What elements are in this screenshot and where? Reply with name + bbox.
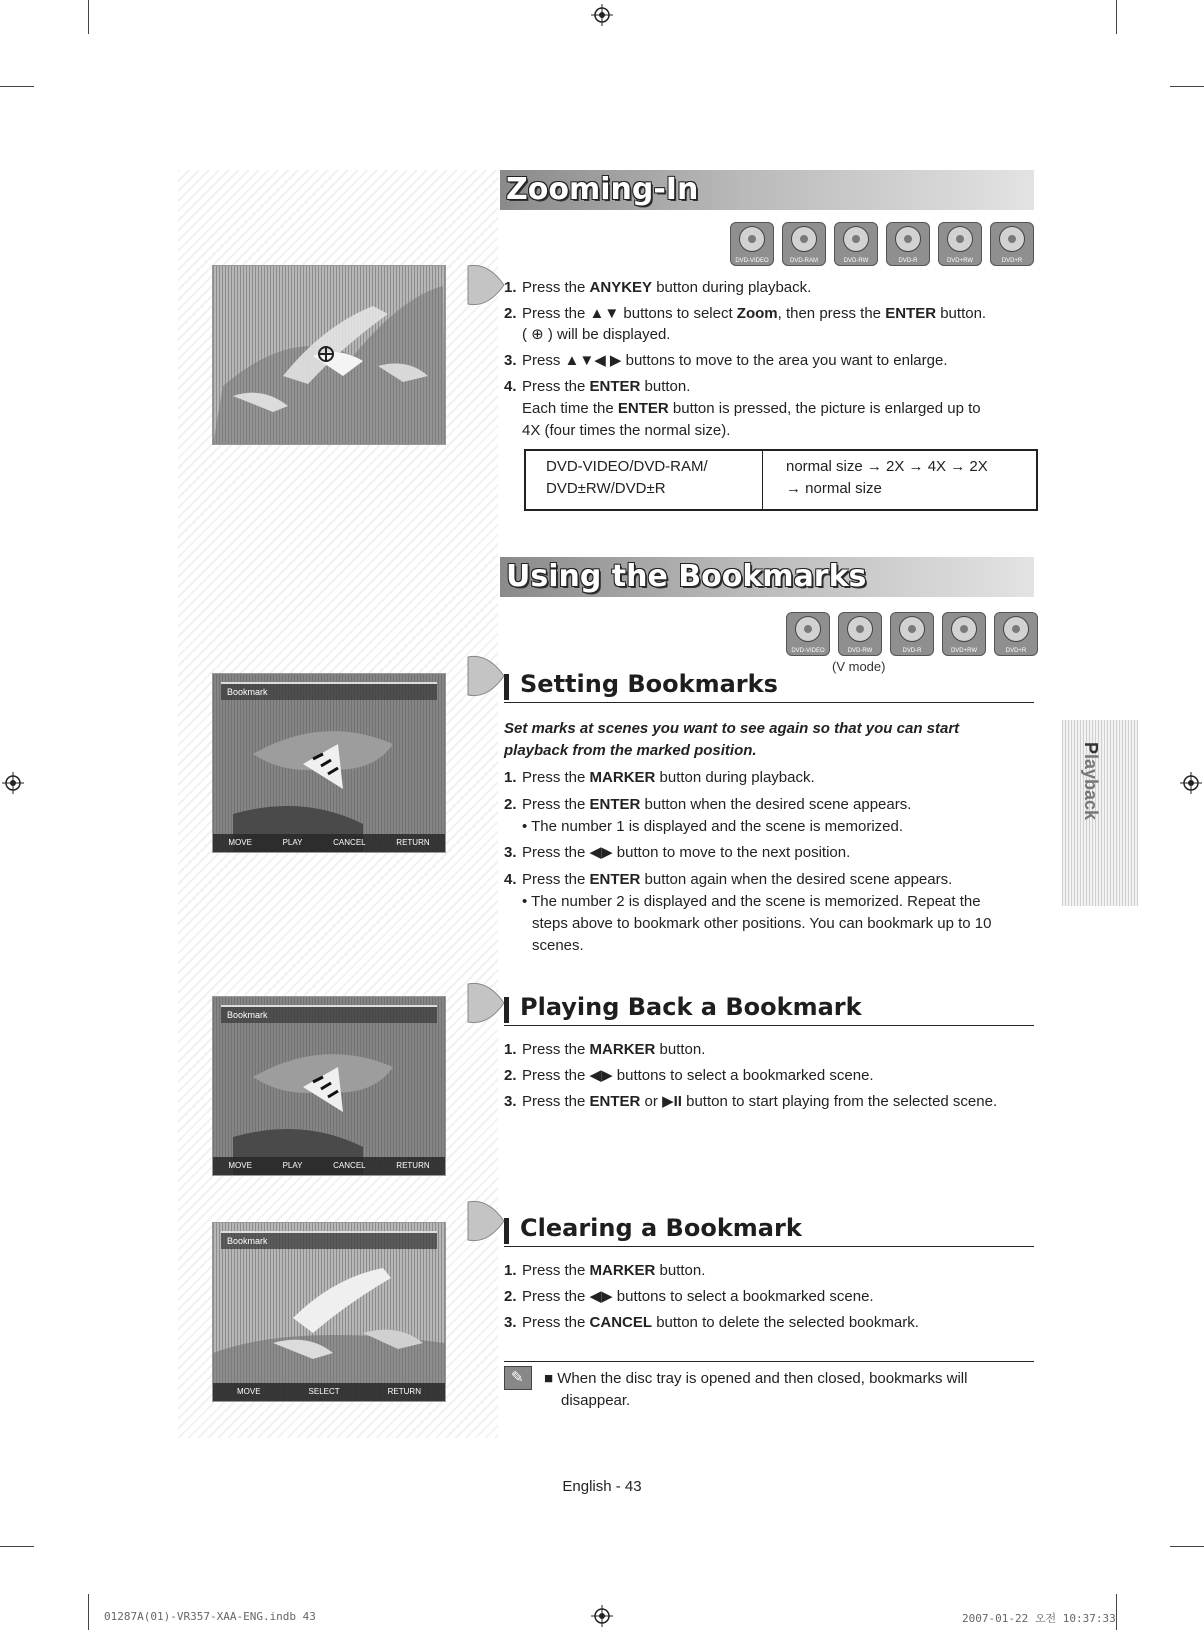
- osd-key-label: CANCEL: [333, 1161, 366, 1170]
- note-icon: [504, 1366, 532, 1390]
- note-divider: [504, 1361, 1034, 1362]
- chapter-tab-playback: [1062, 720, 1138, 906]
- osd-key-guide: [213, 1157, 445, 1175]
- chapter-tab-label: Playback: [1081, 742, 1101, 821]
- disc-dvd-rw-icon: DVD-RW: [838, 612, 882, 656]
- clearing-step-1: 1. Press the MARKER button.: [504, 1262, 706, 1279]
- setting-step-2-bullet: • The number 1 is displayed and the scene is memorized.: [522, 818, 904, 835]
- clearing-step-3: 3. Press the CANCEL button to delete the selected bookmark.: [504, 1314, 919, 1331]
- osd-title: Bookmark: [227, 1236, 268, 1246]
- crop-mark: [1170, 1546, 1204, 1547]
- page-number: English - 43: [562, 1478, 642, 1495]
- bullet-line: steps above to bookmark other positions. You can bookmark up to 10: [532, 915, 992, 932]
- crop-mark: [88, 1594, 89, 1630]
- osd-key-label: RETURN: [396, 838, 430, 847]
- osd-key-label: MOVE: [236, 1387, 261, 1396]
- crop-mark: [1116, 0, 1117, 34]
- bookmark-osd-bar: [221, 682, 437, 700]
- table-cell-text: → normal size: [786, 480, 882, 497]
- crop-mark: [1170, 86, 1204, 87]
- clearing-step-2: 2. Press the ◀▶ buttons to select a bookmarked scene.: [504, 1288, 874, 1305]
- heading-bar: [504, 1218, 509, 1244]
- disc-dvd-plus-r-icon: DVD+R: [990, 222, 1034, 266]
- disc-dvd-r-icon: DVD-R: [886, 222, 930, 266]
- bookmark-osd-bar: [221, 1005, 437, 1023]
- intro-line: playback from the marked position.: [504, 742, 757, 759]
- subheading-playing-back: [504, 991, 1034, 1026]
- crop-mark: [0, 1546, 34, 1547]
- section-banner-bookmarks: [500, 557, 1034, 597]
- osd-key-label: SELECT: [308, 1387, 340, 1396]
- disc-dvd-video-icon: DVD-VIDEO: [786, 612, 830, 656]
- arrow-tab-icon: [466, 980, 506, 1026]
- table-cell-text: normal size → 2X → 4X → 2X: [786, 458, 988, 475]
- disc-dvd-r-icon: DVD-R: [890, 612, 934, 656]
- registration-mark-icon: [1180, 772, 1202, 794]
- osd-key-label: PLAY: [282, 838, 303, 847]
- osd-key-label: RETURN: [396, 1161, 430, 1170]
- bullet-line: • The number 2 is displayed and the scene is memorized. Repeat the: [522, 893, 981, 910]
- zoom-table-disc-cell: [526, 451, 763, 509]
- osd-key-guide: [213, 834, 445, 852]
- section-title: Zooming-In: [506, 172, 699, 207]
- osd-key-label: MOVE: [228, 838, 252, 847]
- playing-step-3: 3. Press the ENTER or ▶II button to start playing from the selected scene.: [504, 1093, 998, 1110]
- zoom-step-1: 1. Press the ANYKEY button during playback.: [504, 279, 812, 296]
- setting-step-4-bullet: [522, 891, 991, 957]
- zoom-table-sequence-cell: [766, 451, 1036, 509]
- osd-key-label: CANCEL: [333, 838, 366, 847]
- crop-mark: [88, 0, 89, 34]
- note-line: disappear.: [561, 1392, 631, 1409]
- print-slug-left: 01287A(01)-VR357-XAA-ENG.indb 43: [104, 1610, 316, 1623]
- subheading-title: Playing Back a Bookmark: [520, 993, 862, 1021]
- bookmark-clear-screen-image: [212, 1222, 446, 1402]
- zoom-step-4-detail-line2: 4X (four times the normal size).: [522, 422, 731, 439]
- disc-dvd-plus-rw-icon: DVD+RW: [942, 612, 986, 656]
- zoom-screen-image: [212, 265, 446, 445]
- disc-dvd-ram-icon: DVD-RAM: [782, 222, 826, 266]
- bullet-line: scenes.: [532, 937, 584, 954]
- disc-dvd-video-icon: DVD-VIDEO: [730, 222, 774, 266]
- arrow-tab-icon: [466, 1198, 506, 1244]
- section-title: Using the Bookmarks: [506, 559, 867, 594]
- osd-title: Bookmark: [227, 1010, 268, 1020]
- bookmark-playback-screen-image: [212, 996, 446, 1176]
- table-cell-text: DVD±RW/DVD±R: [546, 480, 666, 497]
- note-line: ■ When the disc tray is opened and then closed, bookmarks will: [544, 1370, 968, 1387]
- section-banner-zooming: [500, 170, 1034, 210]
- zoom-step-4-detail: Each time the ENTER button is pressed, the picture is enlarged up to: [522, 400, 981, 417]
- crop-mark: [0, 86, 34, 87]
- subheading-title: Setting Bookmarks: [520, 670, 778, 698]
- setting-step-4: 4. Press the ENTER button again when the desired scene appears.: [504, 871, 953, 888]
- disc-dvd-plus-r-icon: DVD+R: [994, 612, 1038, 656]
- setting-step-1: 1. Press the MARKER button during playback.: [504, 769, 815, 786]
- playing-step-2: 2. Press the ◀▶ buttons to select a bookmarked scene.: [504, 1067, 874, 1084]
- heading-bar: [504, 674, 509, 700]
- zoom-step-4: 4. Press the ENTER button.: [504, 378, 691, 395]
- registration-mark-icon: [591, 4, 613, 26]
- vmode-caption: (V mode): [832, 659, 886, 674]
- setting-step-3: 3. Press the ◀▶ button to move to the next position.: [504, 844, 851, 861]
- registration-mark-icon: [2, 772, 24, 794]
- disc-dvd-rw-icon: DVD-RW: [834, 222, 878, 266]
- registration-mark-icon: [591, 1605, 613, 1627]
- subheading-clearing: [504, 1212, 1034, 1247]
- zoom-step-3: 3. Press ▲▼◀ ▶ buttons to move to the area you want to enlarge.: [504, 352, 948, 369]
- subheading-title: Clearing a Bookmark: [520, 1214, 802, 1242]
- osd-key-guide: [213, 1383, 445, 1401]
- osd-key-label: PLAY: [282, 1161, 303, 1170]
- zoom-step-2-detail: ( ⊕ ) will be displayed.: [522, 326, 671, 343]
- heading-bar: [504, 997, 509, 1023]
- setting-intro: [504, 718, 959, 762]
- disc-dvd-plus-rw-icon: DVD+RW: [938, 222, 982, 266]
- setting-step-2: 2. Press the ENTER button when the desired scene appears.: [504, 796, 912, 813]
- subheading-setting-bookmarks: [504, 668, 1034, 703]
- note-text: [544, 1368, 967, 1412]
- compatible-disc-icons: [730, 222, 1034, 266]
- compatible-disc-icons: [786, 612, 1038, 656]
- osd-key-label: MOVE: [228, 1161, 252, 1170]
- bookmark-osd-bar: [221, 1231, 437, 1249]
- crop-mark: [1116, 1594, 1117, 1630]
- table-cell-text: DVD-VIDEO/DVD-RAM/: [546, 458, 708, 475]
- osd-title: Bookmark: [227, 687, 268, 697]
- playing-step-1: 1. Press the MARKER button.: [504, 1041, 706, 1058]
- osd-key-label: RETURN: [387, 1387, 421, 1396]
- arrow-tab-icon: [466, 653, 506, 699]
- zoom-levels-table: [524, 449, 1038, 511]
- bookmark-screen-image: [212, 673, 446, 853]
- zoom-step-2: 2. Press the ▲▼ buttons to select Zoom, then press the ENTER button.: [504, 305, 987, 322]
- intro-line: Set marks at scenes you want to see again so that you can start: [504, 720, 960, 737]
- arrow-tab-icon: [466, 262, 506, 308]
- print-slug-right: 2007-01-22 오전 10:37:33: [962, 1612, 1116, 1625]
